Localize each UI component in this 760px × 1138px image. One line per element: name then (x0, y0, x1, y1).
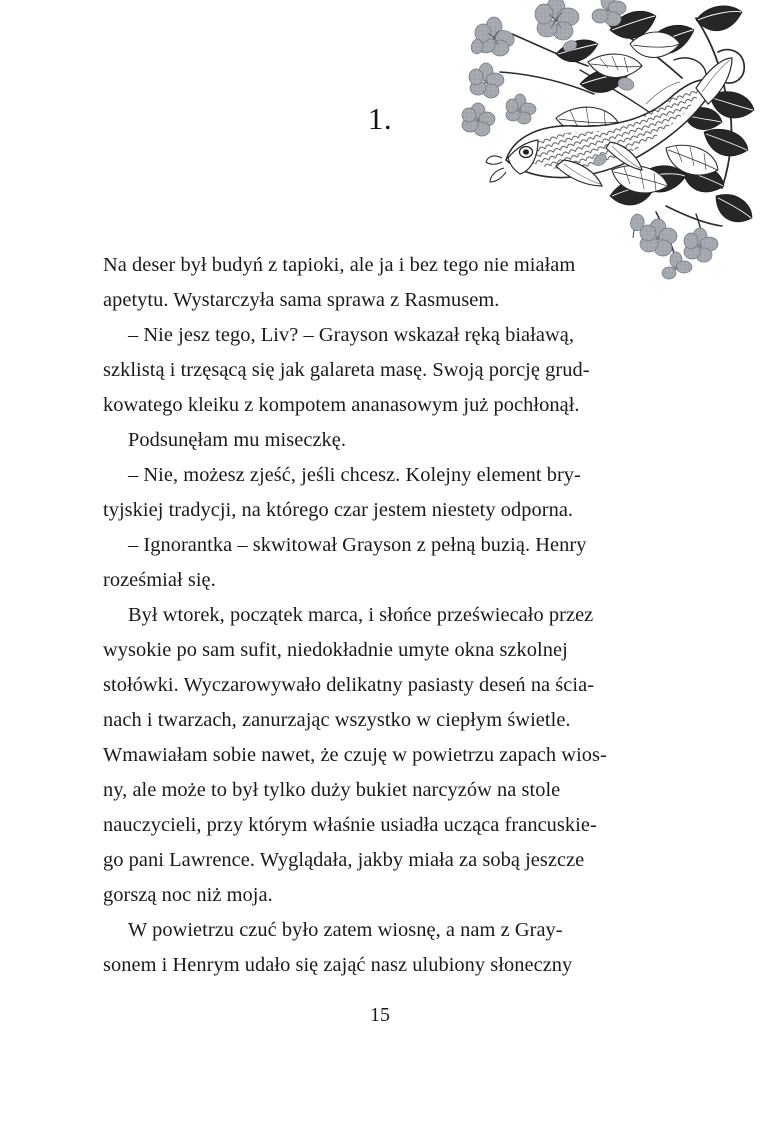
text-line: Był wtorek, początek marca, i słońce przeświecało przez (128, 604, 594, 626)
text-line: wysokie po sam sufit, niedokładnie umyte okna szkolnej (103, 639, 568, 661)
text-line: stołówki. Wyczarowywało delikatny pasiasty deseń na ścia- (103, 674, 595, 696)
chapter-number: 1. (367, 101, 393, 136)
text-line: nauczycieli, przy którym właśnie usiadła ucząca francuskie- (103, 814, 597, 836)
paragraph (103, 423, 656, 458)
text-line: Wmawiałam sobie nawet, że czuję w powietrzu zapach wios- (103, 744, 607, 766)
paragraph (103, 598, 656, 913)
text-line: W powietrzu czuć było zatem wiosnę, a nam z Gray- (128, 919, 563, 941)
paragraph (103, 913, 656, 983)
body-text (103, 248, 656, 983)
text-line: ny, ale może to był tylko duży bukiet narcyzów na stole (103, 779, 561, 801)
text-line: tyjskiej tradycji, na którego czar jestem niestety odporna. (103, 499, 574, 521)
text-line: – Nie jesz tego, Liv? – Grayson wskazał ręką białawą, (128, 324, 574, 346)
text-line: gorszą noc niż moja. (103, 884, 273, 906)
text-line: roześmiał się. (103, 569, 216, 591)
text-line: – Ignorantka – skwitował Grayson z pełną buzią. Henry (128, 534, 587, 556)
text-line: sonem i Henrym udało się zająć nasz ulubiony słoneczny (103, 954, 573, 976)
paragraph (103, 248, 656, 318)
paragraph (103, 458, 656, 528)
text-line: kowatego kleiku z kompotem ananasowym już pochłonął. (103, 394, 580, 416)
text-line: nach i twarzach, zanurzając wszystko w ciepłym świetle. (103, 709, 571, 731)
text-line: Podsunęłam mu miseczkę. (128, 429, 347, 451)
text-line: Na deser był budyń z tapioki, ale ja i bez tego nie miałam (103, 254, 576, 276)
text-line: apetytu. Wystarczyła sama sprawa z Rasmusem. (103, 289, 500, 311)
page-number: 15 (370, 1004, 390, 1026)
text-line: – Nie, możesz zjeść, jeśli chcesz. Kolejny element bry- (128, 464, 581, 486)
text-line: go pani Lawrence. Wyglądała, jakby miała za sobą jeszcze (103, 849, 585, 871)
text-line: szklistą i trzęsącą się jak galareta masę. Swoją porcję grud- (103, 359, 590, 381)
paragraph (103, 528, 656, 598)
paragraph (103, 318, 656, 423)
